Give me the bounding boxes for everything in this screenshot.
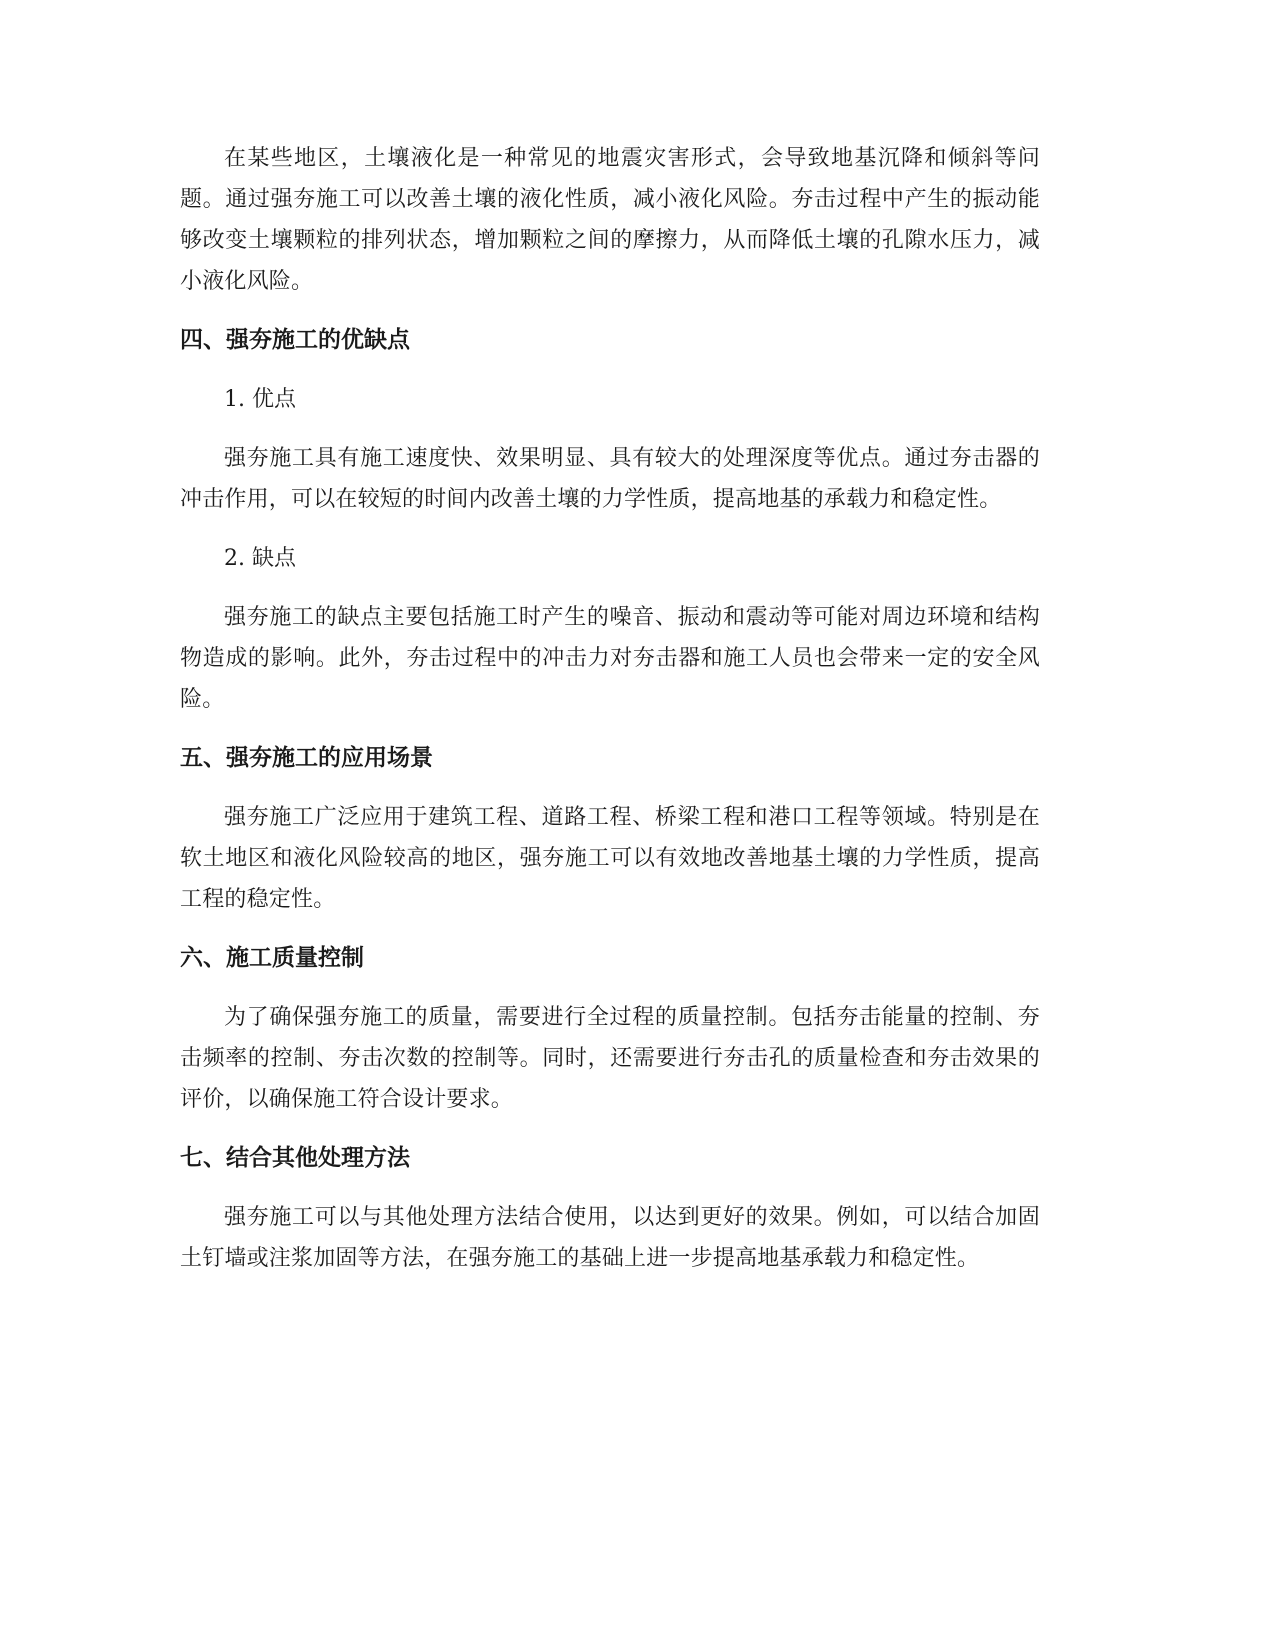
section-heading-quality-control: 六、施工质量控制 — [180, 945, 364, 971]
paragraph-advantages: 强夯施工具有施工速度快、效果明显、具有较大的处理深度等优点。通过夯击器的冲击作用，可以在较短的时间内改善土壤的力学性质，提高地基的承载力和稳定性。 — [180, 446, 1040, 512]
subheading-advantages: 1. 优点 — [224, 387, 296, 412]
paragraph-applications: 强夯施工广泛应用于建筑工程、道路工程、桥梁工程和港口工程等领域。特别是在软土地区和液化风险较高的地区，强夯施工可以有效地改善地基土壤的力学性质，提高工程的稳定性。 — [180, 805, 1040, 912]
document-page — [180, 138, 1040, 1297]
paragraph-soil-liquefaction: 在某些地区，土壤液化是一种常见的地震灾害形式，会导致地基沉降和倾斜等问题。通过强夯施工可以改善土壤的液化性质，减小液化风险。夯击过程中产生的振动能够改变土壤颗粒的排列状态，增加颗粒之间的摩擦力，从而降低土壤的孔隙水压力，减小液化风险。 — [180, 146, 1040, 294]
paragraph-combined-methods: 强夯施工可以与其他处理方法结合使用，以达到更好的效果。例如，可以结合加固土钉墙或注浆加固等方法，在强夯施工的基础上进一步提高地基承载力和稳定性。 — [180, 1205, 1040, 1271]
section-heading-applications: 五、强夯施工的应用场景 — [180, 745, 433, 771]
paragraph-disadvantages: 强夯施工的缺点主要包括施工时产生的噪音、振动和震动等可能对周边环境和结构物造成的影响。此外，夯击过程中的冲击力对夯击器和施工人员也会带来一定的安全风险。 — [180, 605, 1040, 712]
section-heading-pros-cons: 四、强夯施工的优缺点 — [180, 327, 410, 353]
paragraph-quality-control: 为了确保强夯施工的质量，需要进行全过程的质量控制。包括夯击能量的控制、夯击频率的控制、夯击次数的控制等。同时，还需要进行夯击孔的质量检查和夯击效果的评价，以确保施工符合设计要求。 — [180, 1005, 1040, 1112]
section-heading-combined-methods: 七、结合其他处理方法 — [180, 1145, 410, 1171]
subheading-disadvantages: 2. 缺点 — [224, 546, 296, 571]
